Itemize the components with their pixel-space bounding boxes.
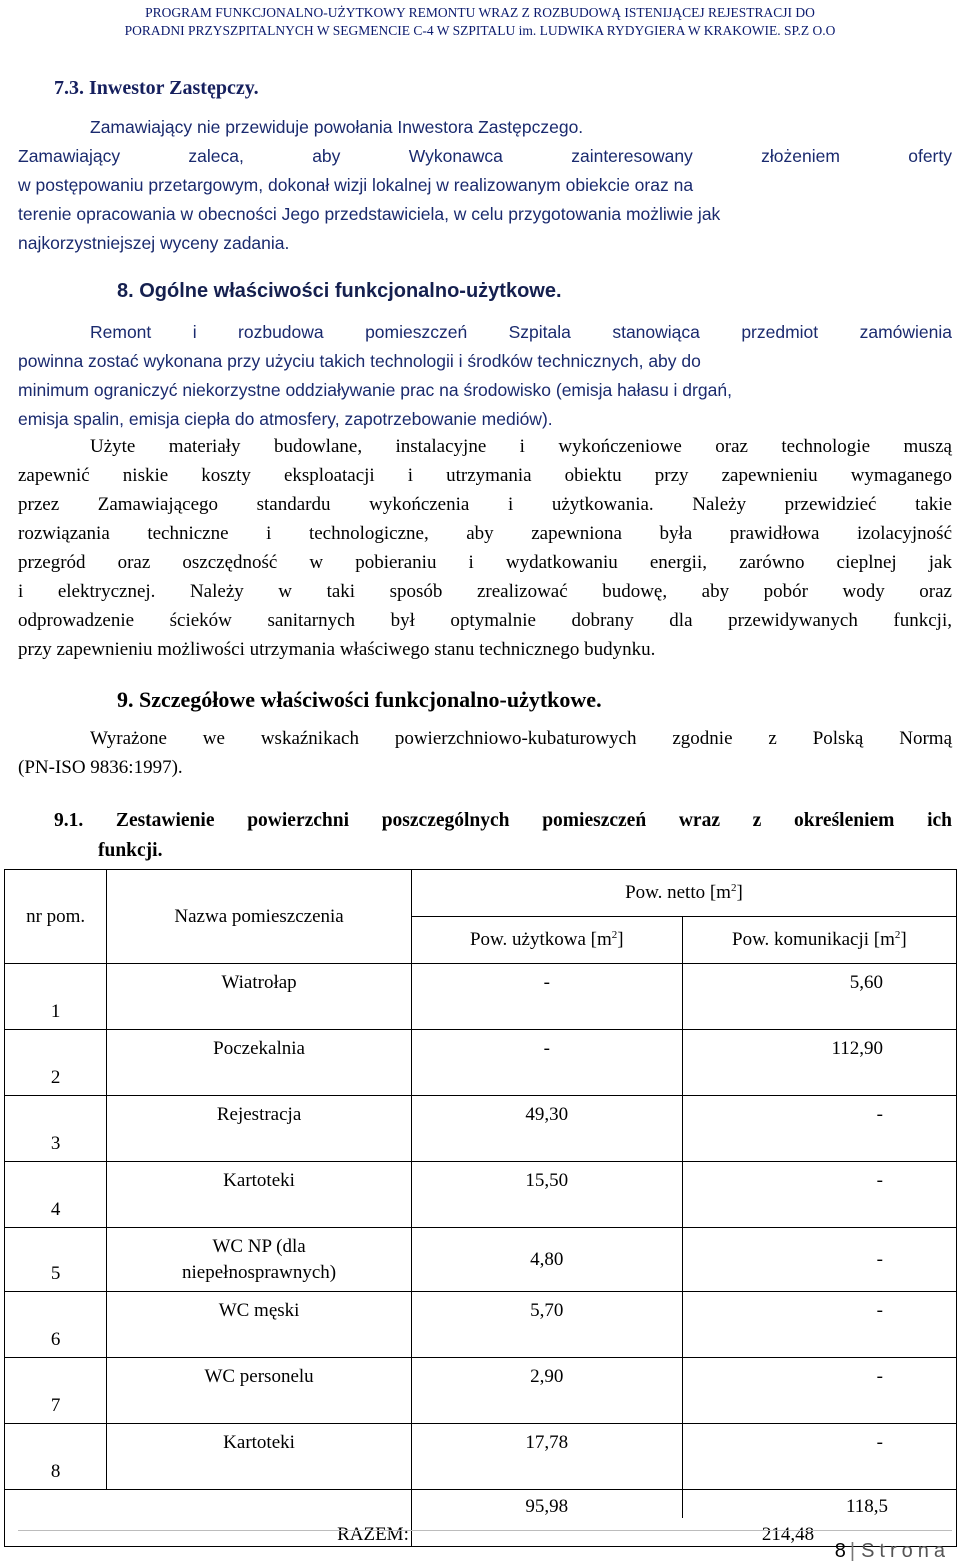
text-line: minimum ograniczyć niekorzystne oddziaływanie prac na środowisko (emisja hałasu i drgań,	[18, 380, 732, 400]
bracket: ]	[617, 929, 624, 950]
page-word: Strona	[861, 1540, 950, 1562]
header-komunikacji-label: Pow. komunikacji [m	[732, 929, 895, 950]
text-line: (PN-ISO 9836:1997).	[18, 757, 183, 778]
room-komunikacji: 112,90	[682, 1030, 956, 1096]
section-9-1-heading	[54, 806, 952, 866]
total-value: 214,48	[411, 1518, 956, 1547]
total-row	[5, 1518, 957, 1547]
text-line: przy zapewnieniu możliwości utrzymania właściwego stanu technicznego budynku.	[18, 639, 656, 660]
text-line: powinna zostać wykonana przy użyciu takich technologii i środków technicznych, aby do	[18, 351, 701, 371]
room-name: Poczekalnia	[107, 1030, 412, 1096]
total-label: RAZEM:	[5, 1518, 412, 1547]
room-name: Kartoteki	[107, 1162, 412, 1228]
heading-line: 9.1. Zestawienie powierzchni poszczególnych pomieszczeń wraz z określeniem ich	[54, 810, 952, 831]
table-row	[5, 1162, 957, 1228]
bracket: ]	[900, 929, 907, 950]
room-number: 1	[5, 964, 107, 1030]
header-uzytkowa	[411, 917, 682, 964]
room-number: 2	[5, 1030, 107, 1096]
room-uzytkowa: 2,90	[411, 1358, 682, 1424]
text-line: Zamawiający zaleca, aby Wykonawca zainteresowany złożeniem oferty	[18, 146, 952, 166]
text-line: w postępowaniu przetargowym, dokonał wizji lokalnej w realizowanym obiekcie oraz na	[18, 175, 694, 195]
room-name	[107, 1228, 412, 1292]
room-uzytkowa: -	[411, 1030, 682, 1096]
room-number: 7	[5, 1358, 107, 1424]
room-uzytkowa: 15,50	[411, 1162, 682, 1228]
text-line: najkorzystniejszej wyceny zadania.	[18, 233, 290, 253]
text-line: Wyrażone we wskaźnikach powierzchniowo-kubaturowych zgodnie z Polską Normą	[90, 728, 952, 749]
header-netto-label: Pow. netto [m	[625, 882, 731, 903]
section-9-text	[18, 724, 952, 782]
room-number: 8	[5, 1424, 107, 1490]
text-line: terenie opracowania w obecności Jego przedstawiciela, w celu przygotowania możliwie jak	[18, 204, 721, 224]
text-line: i elektrycznej. Należy w taki sposób zrealizować budowę, aby pobór wody oraz	[18, 581, 952, 602]
room-name: WC personelu	[107, 1358, 412, 1424]
header-netto	[411, 870, 956, 917]
room-number: 4	[5, 1162, 107, 1228]
table-row	[5, 1358, 957, 1424]
room-number: 3	[5, 1096, 107, 1162]
room-komunikacji: -	[682, 1358, 956, 1424]
section-7-3-text	[18, 113, 952, 258]
room-komunikacji: -	[682, 1228, 956, 1292]
room-komunikacji: -	[682, 1424, 956, 1490]
text-line: Użyte materiały budowlane, instalacyjne i wykończeniowe oraz technologie muszą	[90, 436, 952, 457]
text-line: odprowadzenie ścieków sanitarnych był optymalnie dobrany dla przewidywanych funkcji,	[18, 610, 952, 631]
room-number: 5	[5, 1228, 107, 1292]
section-8-heading: 8. Ogólne właściwości funkcjonalno-użytkowe.	[117, 280, 562, 302]
sum-komunikacji: 118,5	[682, 1490, 956, 1519]
footer-divider	[18, 1530, 952, 1531]
section-8-paragraph-1	[18, 318, 952, 434]
text-line: przez Zamawiającego standardu wykończenia i użytkowania. Należy przewidzieć takie	[18, 494, 952, 515]
sum-uzytkowa: 95,98	[411, 1490, 682, 1519]
header-uzytkowa-label: Pow. użytkowa [m	[469, 929, 612, 950]
room-name: Wiatrołap	[107, 964, 412, 1030]
room-uzytkowa: 4,80	[411, 1228, 682, 1292]
table-row	[5, 1292, 957, 1358]
header-line-1: PROGRAM FUNKCJONALNO-UŻYTKOWY REMONTU WRAZ Z ROZBUDOWĄ ISTENIJĄCEJ REJESTRACJI DO	[145, 5, 815, 20]
table-row	[5, 1096, 957, 1162]
bracket: ]	[736, 882, 743, 903]
text-line: zapewnić niskie koszty eksploatacji i utrzymania obiektu przy zapewnieniu wymaganego	[18, 465, 952, 486]
text-line: przegród oraz oszczędność w pobieraniu i wydatkowaniu energii, zarówno cieplnej jak	[18, 552, 952, 573]
section-9-heading: 9. Szczegółowe właściwości funkcjonalno-użytkowe.	[117, 687, 602, 712]
room-name: Kartoteki	[107, 1424, 412, 1490]
footer-separator: |	[849, 1540, 856, 1562]
room-uzytkowa: -	[411, 964, 682, 1030]
header-line-2: PORADNI PRZYSZPITALNYCH W SEGMENCIE C-4 W SZPITALU im. LUDWIKA RYDYGIERA W KRAKOWIE. SP.Z O.O	[124, 23, 836, 38]
room-name-line-2: niepełnosprawnych)	[182, 1261, 337, 1283]
page-number: 8	[834, 1540, 846, 1562]
table-header-row	[5, 870, 957, 917]
header-name: Nazwa pomieszczenia	[107, 870, 412, 964]
text-line: rozwiązania techniczne i technologiczne, aby zapewniona była prawidłowa izolacyjność	[18, 523, 952, 544]
table-row	[5, 1030, 957, 1096]
room-komunikacji: -	[682, 1162, 956, 1228]
room-name: Rejestracja	[107, 1096, 412, 1162]
document-header	[0, 4, 960, 40]
room-name-line-1: WC NP (dla	[212, 1235, 306, 1257]
section-7-3-heading: 7.3. Inwestor Zastępczy.	[54, 77, 259, 99]
table-row	[5, 1424, 957, 1490]
header-nr: nr pom.	[5, 870, 107, 964]
section-8-paragraph-2	[18, 432, 952, 664]
text-line: Remont i rozbudowa pomieszczeń Szpitala stanowiąca przedmiot zamówienia	[90, 322, 952, 342]
sup: 2	[611, 929, 618, 941]
heading-line: funkcji.	[98, 840, 163, 861]
page-footer	[835, 1540, 950, 1563]
text-line: Zamawiający nie przewiduje powołania Inwestora Zastępczego.	[90, 117, 584, 137]
room-uzytkowa: 17,78	[411, 1424, 682, 1490]
room-name: WC męski	[107, 1292, 412, 1358]
sum-row	[5, 1490, 957, 1519]
room-komunikacji: -	[682, 1096, 956, 1162]
room-number: 6	[5, 1292, 107, 1358]
room-uzytkowa: 49,30	[411, 1096, 682, 1162]
table-row	[5, 964, 957, 1030]
header-komunikacji	[682, 917, 956, 964]
rooms-area-table	[4, 869, 957, 1547]
sup: 2	[894, 929, 901, 941]
sum-spacer	[5, 1490, 412, 1519]
text-line: emisja spalin, emisja ciepła do atmosfery, zapotrzebowanie mediów).	[18, 409, 553, 429]
sup: 2	[730, 882, 737, 894]
table-row	[5, 1228, 957, 1292]
room-komunikacji: -	[682, 1292, 956, 1358]
room-uzytkowa: 5,70	[411, 1292, 682, 1358]
room-komunikacji: 5,60	[682, 964, 956, 1030]
